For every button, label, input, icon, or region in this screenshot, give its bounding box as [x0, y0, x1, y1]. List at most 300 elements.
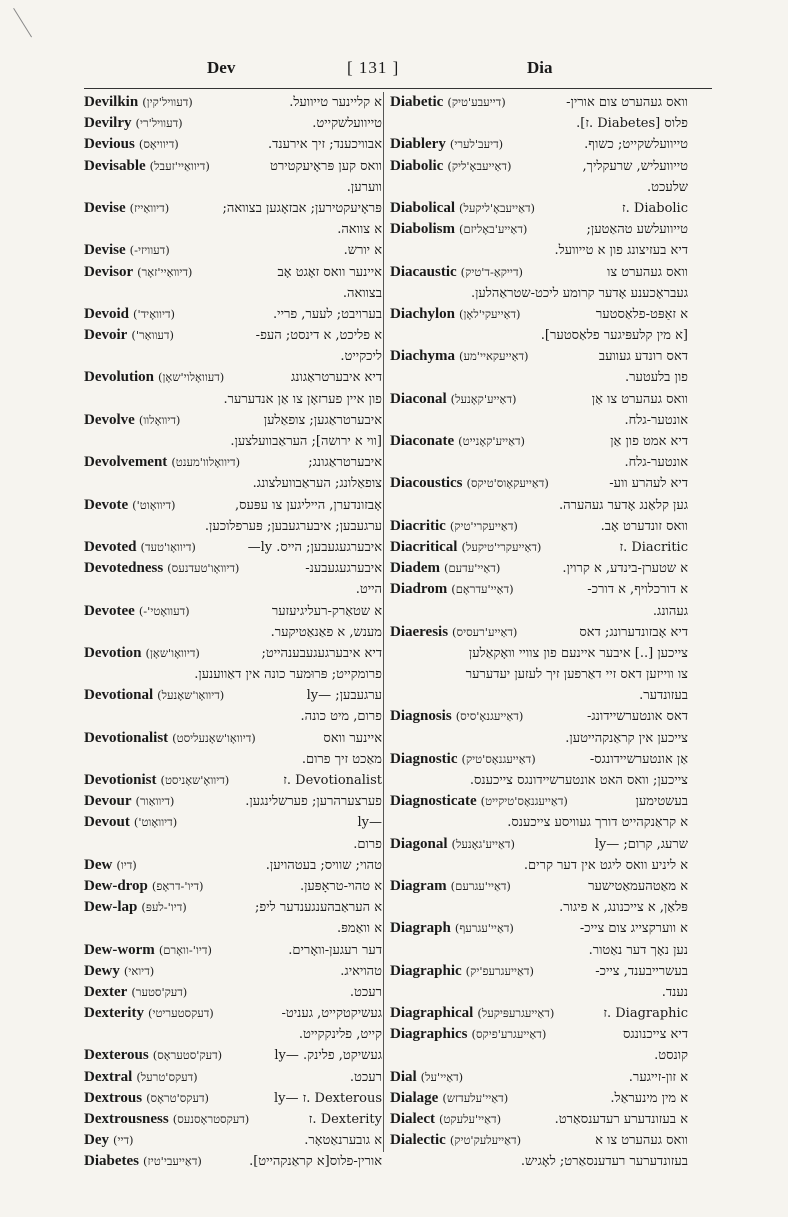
entry-line [84, 452, 382, 473]
pronunciation: (דיי) [113, 1133, 134, 1148]
definition-continuation: פרום. [353, 836, 382, 852]
definition: איבערגעגעבענ- [305, 561, 382, 577]
pronunciation: (דעקסטראָסנעס) [172, 1112, 250, 1126]
entry-line [84, 685, 382, 706]
headword: Diaeresis [390, 623, 449, 640]
dictionary-entry [390, 1024, 688, 1066]
definition-continuation: נען נאָך דער נאַטור. [588, 942, 688, 958]
dictionary-entry [84, 961, 382, 982]
dictionary-entry [84, 113, 382, 134]
definition: וואס געהערט צו [607, 264, 688, 280]
pronunciation: (דאַייעבאָ'ליק) [447, 158, 512, 173]
dictionary-entry [84, 92, 382, 113]
headword: Devour [84, 793, 132, 810]
pronunciation: (דייעבע'טיק) [447, 95, 506, 109]
definition: א שטאַרק-רעליגיעזער [271, 603, 382, 619]
entry-line [84, 601, 382, 622]
definition-continuation: נענד. [661, 984, 688, 1000]
entry-line [84, 961, 382, 982]
dictionary-entry [390, 346, 688, 388]
pronunciation: (דייקאַ-ד'טיק) [460, 264, 523, 279]
entry-line [84, 791, 382, 812]
headword: Diaconate [390, 433, 455, 449]
headword: Devolve [84, 411, 135, 428]
definition: ערגעבען; —ly [306, 688, 382, 704]
dictionary-entry [84, 1151, 382, 1172]
entry-line [390, 219, 688, 240]
pencil-mark [13, 8, 32, 37]
definition: Diagraphic .ז [603, 1006, 688, 1022]
definition: Dexterous .ז —ly [274, 1090, 382, 1106]
definition: דאס רונדע געוועב [598, 349, 688, 365]
right-guide-word: Dia [527, 58, 553, 77]
dictionary-entry [84, 1088, 382, 1109]
entry-line [390, 198, 688, 219]
definition: א מין מינעראַל. [610, 1090, 688, 1106]
definition-continuation: אונטער-גלח. [624, 412, 688, 428]
headword: Dexterous [84, 1047, 149, 1064]
dictionary-entry [390, 134, 688, 155]
entry-line [390, 1024, 688, 1045]
column-divider [383, 92, 384, 1152]
pronunciation: (דיו) [116, 857, 137, 872]
pronunciation: (דיוואָלוו) [138, 412, 181, 427]
dictionary-entry [390, 791, 688, 833]
definition-continuation: מאַכט זיך פרום. [301, 751, 382, 767]
dictionary-entry [84, 940, 382, 961]
pronunciation: (דעוויל'קין) [142, 95, 193, 109]
definition: וואס געהערט צום אורין- [566, 95, 688, 110]
header-rule [84, 88, 712, 89]
dictionary-entry [390, 389, 688, 431]
pronunciation: (דאַיי'עדראָם) [451, 582, 514, 597]
definition: טייוועלשקייט; כשוף. [584, 137, 688, 153]
dictionary-entry [390, 156, 688, 198]
headword: Diabetes [84, 1153, 139, 1170]
entry-line [84, 537, 382, 558]
dictionary-entry [84, 897, 382, 939]
definition-continuation: ליכקייט. [340, 349, 382, 365]
entry-line [390, 876, 688, 897]
definition: וואס געהערט צו אַן [591, 391, 688, 407]
definition: א שטערן-בינדע, א קרוין. [562, 561, 688, 577]
entry-line [84, 558, 382, 579]
definition: אורין-פלוס[א קראַנקהייט]. [249, 1154, 382, 1170]
entry-line [84, 1045, 382, 1066]
definition: א פליכט, א דינסט; העפ- [255, 328, 382, 344]
definition: טייוועלשקייט. [312, 116, 382, 132]
definition: בערויבט; לעער, פריי. [273, 306, 382, 322]
dictionary-entry [84, 1109, 382, 1130]
dictionary-entry [390, 1003, 688, 1024]
definition: דיא איבערטראַגונג [291, 370, 382, 386]
headword: Diagonal [390, 835, 448, 852]
definition: דיא צייכנונגס [622, 1027, 688, 1043]
entry-line [390, 1088, 688, 1109]
entry-line [84, 1109, 382, 1130]
definition-continuation: א ליניע וואס ליגט אין דער קרים. [523, 857, 688, 873]
headword: Dewy [84, 962, 120, 979]
definition: איבערגעגעבען; הייס. ly— [247, 539, 382, 555]
pronunciation: (דיוואָלוו'מענט) [171, 455, 241, 470]
entry-line [390, 156, 688, 177]
headword: Diachylon [390, 305, 456, 322]
pronunciation: (דיוואָו'שאָן) [145, 645, 200, 660]
entry-line [84, 410, 382, 431]
dictionary-entry [390, 1109, 688, 1130]
pronunciation: (דיואי) [123, 963, 155, 978]
headword: Diagnostic [390, 750, 458, 767]
entry-line [390, 92, 688, 113]
dictionary-entry [390, 219, 688, 261]
dictionary-entry [390, 92, 688, 134]
dictionary-entry [84, 304, 382, 325]
definition: א מאַטהעמאַטישער [588, 878, 688, 894]
definition: —ly [357, 815, 382, 831]
definition: דאס אונטערשיידונג- [586, 709, 688, 725]
headword: Diabolism [390, 221, 456, 238]
definition-continuation: צייכען [..] איבער איינעם פון צוויי וואָקאַלען [468, 645, 688, 661]
definition-continuation: געבראָכענע אָדער קרומע ליכט-שטראַהלען. [470, 285, 688, 301]
pronunciation: (דיו'-וואָרם) [158, 942, 212, 957]
entry-line [84, 812, 382, 833]
pronunciation: (דאַייע'גאָנעל) [451, 836, 515, 851]
headword: Devisor [84, 263, 134, 280]
dictionary-entry [84, 643, 382, 685]
definition: איינער וואס [323, 730, 382, 746]
definition: געשיקט, פלינק. —ly [274, 1048, 382, 1064]
headword: Diagram [390, 877, 447, 894]
entry-line [390, 1067, 688, 1088]
entry-line [84, 198, 382, 219]
entry-line [84, 367, 382, 388]
headword: Diagraphical [390, 1005, 474, 1022]
dictionary-entry [84, 516, 382, 537]
headword: Dextral [84, 1068, 133, 1085]
dictionary-entry [390, 304, 688, 346]
entry-line [84, 1067, 382, 1088]
pronunciation: (דאַיי'עגרעם) [450, 878, 511, 893]
pronunciation: (דיוואָיד') [133, 306, 176, 321]
pronunciation: (דעוואָטי'-) [138, 603, 190, 618]
pronunciation: (דאַייעקאיי'מע) [459, 349, 529, 364]
definition: א גובערנאַטאָר. [304, 1133, 382, 1149]
dictionary-entry [84, 134, 382, 155]
definition: וואס געהערט צו א [595, 1133, 688, 1149]
entry-line [390, 791, 688, 812]
definition: א זון-זייגער. [628, 1069, 688, 1085]
entry-line [390, 961, 688, 982]
pronunciation: (דאַייעגרעפ'יק) [465, 963, 534, 978]
entry-line [84, 240, 382, 261]
dictionary-entry [390, 558, 688, 579]
definition-continuation: א קראַנקהייט דורך געוויסע צייכענס. [507, 815, 688, 831]
pronunciation: (דעק'סטעראָס) [152, 1048, 223, 1063]
pronunciation: (דאַיי'עגרעף) [454, 921, 514, 936]
dictionary-entry [84, 198, 382, 240]
definition: א יורש. [343, 243, 382, 259]
definition: וואס קען פּראָיעקטירט [270, 158, 382, 174]
headword: Diadrom [390, 581, 448, 598]
entry-line [84, 1151, 382, 1172]
dictionary-entry [84, 452, 382, 494]
definition-continuation: צייכען; וואס האט אונטערשיידונגס צייכענס. [469, 773, 688, 788]
definition-continuation: בעזונדערער רעדענסאַרט; לאָגיש. [520, 1154, 688, 1170]
headword: Devotionist [84, 772, 157, 788]
headword: Dexter [84, 983, 128, 1000]
pronunciation: (דיוואָוט') [132, 497, 176, 512]
dictionary-entry [390, 834, 688, 876]
headword: Dexterity [84, 1005, 144, 1022]
headword: Diagnosis [390, 708, 452, 725]
definition-continuation: אונטער-גלח. [624, 455, 688, 471]
pronunciation: (דאַייעקאָוס'טיקס) [466, 476, 549, 491]
page-header [0, 58, 788, 88]
headword: Dialect [390, 1111, 435, 1127]
entry-line [390, 537, 688, 558]
headword: Devise [84, 242, 126, 259]
definition: טהוי; שוויס; בעטהויען. [265, 857, 382, 873]
entry-line [390, 389, 688, 410]
pronunciation: (דיוואַיי'זעבל) [149, 158, 210, 173]
definition: דער רעגען-וואָרים. [288, 942, 382, 958]
headword: Diagraphics [390, 1026, 468, 1043]
headword: Diacoustics [390, 475, 463, 492]
headword: Diabolical [390, 199, 456, 216]
definition: שרעג, קרום; —ly [594, 836, 688, 852]
headword: Devilkin [84, 94, 139, 110]
headword: Diagraph [390, 920, 451, 937]
headword: Diabetic [390, 94, 444, 110]
definition-continuation: פרומקייט; פּרוּמער כונה אין דאַווענען. [194, 667, 382, 683]
definition-continuation: צופאַלונג; העראַבוועלצונג. [252, 476, 382, 492]
definition: א זאַפּט-פלאַסטער [595, 306, 688, 322]
headword: Devilry [84, 115, 132, 132]
pronunciation: (דיוואָו'טעד) [140, 539, 196, 554]
entry-line [390, 262, 688, 283]
headword: Dial [390, 1068, 417, 1085]
definition: איבערטראַגונג; [308, 455, 382, 471]
headword: Diacritic [390, 517, 446, 534]
definition-continuation: בצוואה. [342, 285, 382, 301]
headword: Devotee [84, 602, 135, 619]
definition: Dexterity .ז [308, 1112, 382, 1127]
pronunciation: (דאַייעבי'טיז) [143, 1154, 202, 1169]
dictionary-entry [84, 1045, 382, 1066]
definition-continuation: קייט, פלינקקייט. [298, 1027, 382, 1043]
headword: Devisable [84, 157, 146, 174]
definition-continuation: פון איין פערזאָן צו אַן אנדערער. [223, 391, 382, 407]
headword: Devote [84, 496, 129, 513]
pronunciation: (דיוואָו'שאָנעליסט) [172, 730, 256, 745]
pronunciation: (דאַיי'עלעקט) [438, 1112, 502, 1126]
definition: א ווערקצייג צום צייכ- [579, 921, 688, 937]
entry-line [84, 495, 382, 516]
dictionary-entry [84, 156, 382, 198]
entry-line [84, 940, 382, 961]
dictionary-entry [84, 537, 382, 558]
entry-line [390, 431, 688, 452]
dictionary-entry [84, 1067, 382, 1088]
dictionary-entry [84, 1130, 382, 1151]
pronunciation: (דאַייעגרע'פיקס) [471, 1027, 547, 1042]
entry-line [84, 304, 382, 325]
headword: Dew-lap [84, 899, 138, 916]
headword: Diachyma [390, 348, 455, 365]
pronunciation: (דאַייע'קאָנייט) [458, 434, 526, 448]
entry-line [390, 1003, 688, 1024]
headword: Devout [84, 814, 130, 831]
definition-continuation: ערגעבען; איבערגעבען; פּערפלוכען. [204, 518, 382, 534]
headword: Diablery [390, 136, 446, 153]
entry-line [84, 92, 382, 113]
definition-continuation: הייט. [355, 582, 382, 598]
pronunciation: (דאַייעלעק'טיק) [449, 1133, 522, 1148]
pronunciation: (דאַייעגנאָ'סיס) [455, 709, 524, 724]
pronunciation: (דעקס'טרעל) [136, 1069, 198, 1084]
pronunciation: (דאַייע'רעסיס) [452, 624, 518, 639]
pronunciation: (דיו'-דראָפ) [151, 878, 204, 893]
pronunciation: (דאַייעקי'לאָן) [459, 306, 521, 321]
headword: Diacritical [390, 538, 458, 555]
headword: Diagnosticate [390, 793, 477, 810]
definition: געשיקטקייט, געניט- [281, 1006, 382, 1022]
entry-line [84, 156, 382, 177]
pronunciation: (דאַייעקרי'טיק) [449, 518, 518, 533]
definition: בעשרייבענד, צייכ- [595, 963, 688, 979]
entry-line [390, 516, 688, 537]
headword: Dey [84, 1132, 109, 1149]
pronunciation: (דאַייעקרי'טיקעל) [461, 539, 542, 554]
pronunciation: (דעוויל'רי) [135, 116, 183, 131]
headword: Dew-drop [84, 877, 148, 894]
entry-line [84, 643, 382, 664]
entry-line [84, 1130, 382, 1151]
definition-continuation: בעזונדער. [639, 688, 688, 704]
definition: אבוויכענד; זיך אירענד. [268, 137, 382, 153]
pronunciation: (דעוואַר') [131, 328, 174, 343]
entry-line [390, 749, 688, 770]
headword: Devoir [84, 327, 128, 344]
entry-line [84, 855, 382, 876]
entry-line [84, 262, 382, 283]
entry-line [390, 473, 688, 494]
definition: בעשטימען [635, 794, 688, 810]
headword: Dialectic [390, 1132, 446, 1149]
pronunciation: (דאַיי'עלעדזש) [442, 1090, 509, 1105]
definition: טהויאיג. [340, 963, 382, 979]
definition: א בעזונדערע רעדענסאַרט. [554, 1112, 688, 1127]
headword: Devious [84, 136, 135, 153]
pronunciation: (דאַייעגנאָס'טיקייט) [480, 794, 568, 809]
definition-continuation: פון בלעטער. [624, 370, 688, 386]
definition: דיא לעהרע ווע- [609, 476, 688, 492]
dictionary-entry [84, 601, 382, 643]
dictionary-entry [390, 262, 688, 304]
headword: Devotion [84, 644, 142, 661]
dictionary-entry [390, 961, 688, 1003]
dictionary-entry [84, 262, 382, 304]
headword: Dextrous [84, 1089, 143, 1106]
entry-line [84, 325, 382, 346]
pronunciation: (דיוואַיי'זאָר) [137, 264, 193, 279]
dictionary-entry [390, 1130, 688, 1172]
pronunciation: (דעקס'טראָס) [146, 1090, 209, 1105]
headword: Dialage [390, 1089, 439, 1106]
pronunciation: (דאַייע'קאָנעל) [450, 391, 517, 406]
pronunciation: (דיעב'לערי) [449, 137, 504, 152]
definition: אָבזונדערן, הייליגען צו עפּעס, [234, 497, 382, 513]
definition-continuation: קונסט. [654, 1048, 688, 1064]
definition-continuation: צייכען אין קראַנקהייטען. [565, 730, 688, 746]
dictionary-entry [84, 367, 382, 409]
headword: Diacaustic [390, 263, 457, 280]
pronunciation: (דאַייעבאָ'ליקעל) [459, 200, 536, 215]
dictionary-entry [84, 1003, 382, 1045]
definition-continuation: פלוס [Diabetes .ז]. [576, 116, 688, 132]
dictionary-entry [84, 728, 382, 770]
right-column [390, 92, 688, 1173]
definition-continuation: [א מין קלעפּיגער פלאַסטער]. [540, 328, 688, 344]
entry-line [390, 622, 688, 643]
definition: רעכט. [349, 1069, 382, 1085]
left-column [84, 92, 382, 1173]
pronunciation: (דאַייעגנאָס'טיק) [461, 751, 536, 766]
dictionary-entry [390, 1088, 688, 1109]
definition: פּראָיעקטירען; אבזאָגען בצוואה; [222, 200, 382, 216]
headword: Diadem [390, 560, 440, 577]
headword: Dew [84, 856, 113, 873]
dictionary-entry [390, 749, 688, 791]
dictionary-entry [390, 473, 688, 515]
dictionary-entry [390, 198, 688, 219]
entry-line [390, 1130, 688, 1151]
dictionary-entry [390, 706, 688, 748]
dictionary-entry [390, 537, 688, 558]
pronunciation: (דיוויאָס) [138, 137, 179, 152]
definition: דיא אָבזונדערונג; דאס [579, 624, 688, 640]
entry-line [84, 728, 382, 749]
pronunciation: (דעוואָלוי'שאָן) [158, 370, 225, 385]
definition: דיא איבערגעגעבענהייט; [261, 645, 382, 661]
pronunciation: (דעק'סטער) [131, 984, 188, 999]
dictionary-entry [84, 685, 382, 727]
entry-line [84, 876, 382, 897]
headword: Devotionalist [84, 729, 169, 746]
headword: Diaconal [390, 390, 447, 407]
entry-line [390, 706, 688, 727]
headword: Diabolic [390, 157, 444, 174]
dictionary-entry [84, 325, 382, 367]
definition: א טהוי-טראָפּען. [299, 878, 382, 894]
dictionary-entry [390, 622, 688, 707]
definition: פערצערהרען; פערשלינגען. [245, 794, 382, 810]
definition-continuation: געהונג. [652, 603, 688, 619]
entry-line [390, 918, 688, 939]
definition: Diacritic .ז [619, 539, 688, 555]
definition-continuation: צו ווייזען דאס זיי דאַרפען זיך לעזען יעדערער [465, 667, 688, 683]
dictionary-entry [390, 516, 688, 537]
headword: Devotional [84, 687, 154, 704]
entry-line [84, 113, 382, 134]
dictionary-entry [390, 1067, 688, 1088]
pronunciation: (דיוואַור) [135, 794, 175, 809]
entry-line [84, 1003, 382, 1024]
pronunciation: (דעקסטעריטי) [147, 1006, 214, 1021]
entry-line [390, 834, 688, 855]
definition: א העראַבהענגענדער ליפ; [255, 900, 382, 916]
definition: א דורכלויף, א דורכ- [587, 582, 688, 598]
